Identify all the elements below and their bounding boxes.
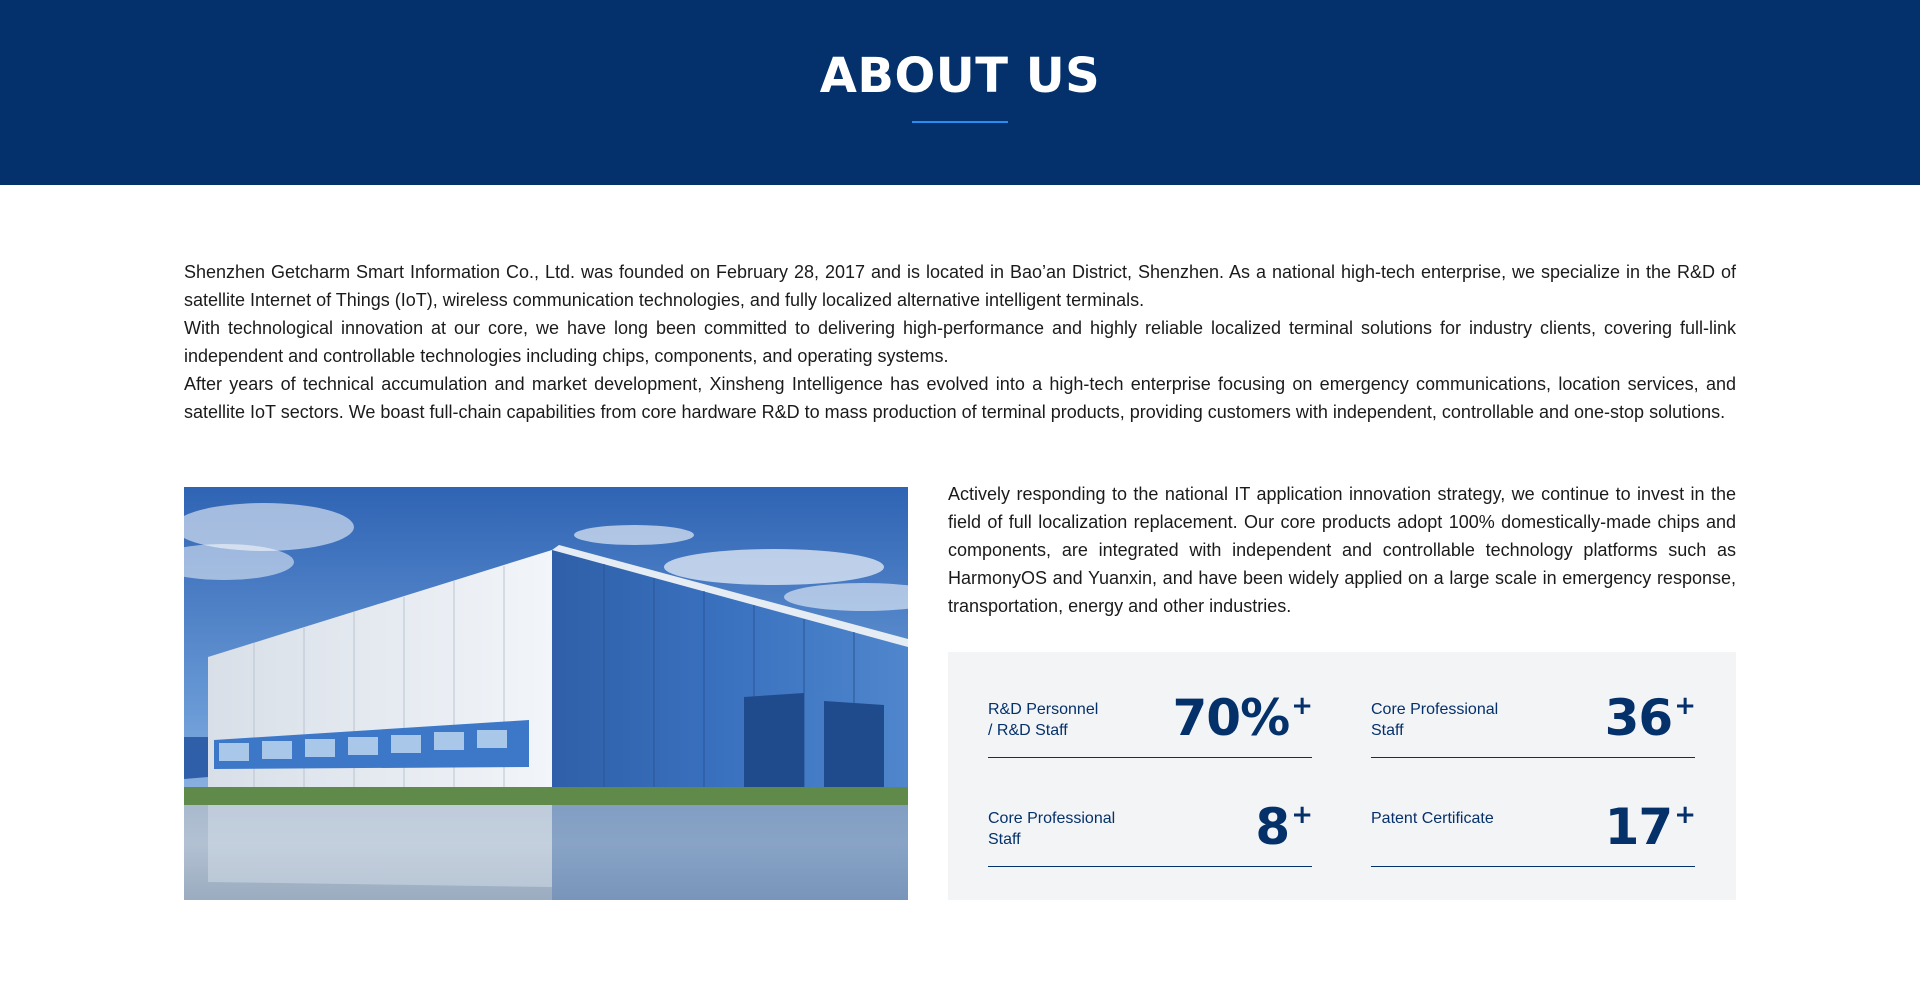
stat-core-professional bbox=[1371, 660, 1695, 758]
intro-paragraph-3: After years of technical accumulation and market development, Xinsheng Intelligence has evolved into a high-tech enterprise focusing on emergency communications, location services, and satellite IoT sectors. We boast full-chain capabilities from core hardware R&D to mass production of terminal products, providing customers with independent, controllable and one-stop solutions. bbox=[184, 374, 1736, 422]
intro-text bbox=[184, 258, 1736, 426]
stat-plus: + bbox=[1291, 691, 1312, 721]
stat-label-line-2: Staff bbox=[988, 831, 1021, 848]
stats-panel bbox=[948, 652, 1736, 900]
stat-label bbox=[1371, 808, 1541, 829]
title-underline bbox=[912, 121, 1008, 123]
stat-plus: + bbox=[1291, 800, 1312, 830]
stat-number: 8 bbox=[1255, 798, 1290, 856]
stat-value bbox=[1255, 799, 1312, 855]
page-header bbox=[0, 0, 1920, 185]
intro-paragraph-2: With technological innovation at our core, we have long been committed to delivering high-performance and highly reliable localized terminal solutions for industry clients, covering full-link independent and controllable technologies including chips, components, and operating systems. bbox=[184, 318, 1736, 366]
intro-paragraph-1: Shenzhen Getcharm Smart Information Co., Ltd. was founded on February 28, 2017 and is located in Bao’an District, Shenzhen. As a national high-tech enterprise, we specialize in the R&D of satellite Internet of Things (IoT), wireless communication technologies, and fully localized alternative intelligent terminals. bbox=[184, 262, 1736, 310]
stat-plus: + bbox=[1674, 800, 1695, 830]
stat-label bbox=[988, 808, 1158, 850]
stat-number: 17 bbox=[1604, 798, 1673, 856]
stat-number: 36 bbox=[1604, 689, 1673, 747]
stat-label-line-1: Patent Certificate bbox=[1371, 810, 1494, 827]
localization-text: Actively responding to the national IT application innovation strategy, we continue to invest in the field of full localization replacement. Our core products adopt 100% domestically-made chips and components, are integrated with independent and controllable technology platforms such as HarmonyOS and Yuanxin, and have been widely applied on a large scale in emergency response, transportation, energy and other industries. bbox=[948, 484, 1736, 616]
stat-value bbox=[1173, 690, 1312, 746]
stat-label-line-2: Staff bbox=[1371, 722, 1404, 739]
stat-number: 70% bbox=[1172, 689, 1290, 747]
stat-label bbox=[1371, 699, 1541, 741]
stat-label bbox=[988, 699, 1158, 741]
stat-patent-certificate bbox=[1371, 769, 1695, 867]
stat-core-professional-2 bbox=[988, 769, 1312, 867]
stat-value bbox=[1605, 690, 1695, 746]
stat-value bbox=[1605, 799, 1695, 855]
stat-label-line-1: Core Professional bbox=[1371, 701, 1499, 718]
stat-label-line-2: / R&D Staff bbox=[988, 722, 1068, 739]
stat-rd-personnel bbox=[988, 660, 1312, 758]
stat-label-line-1: R&D Personnel bbox=[988, 701, 1099, 718]
factory-building-photo bbox=[184, 487, 908, 900]
stat-label-line-1: Core Professional bbox=[988, 810, 1116, 827]
stat-plus: + bbox=[1674, 691, 1695, 721]
page-title: ABOUT US bbox=[819, 48, 1101, 104]
